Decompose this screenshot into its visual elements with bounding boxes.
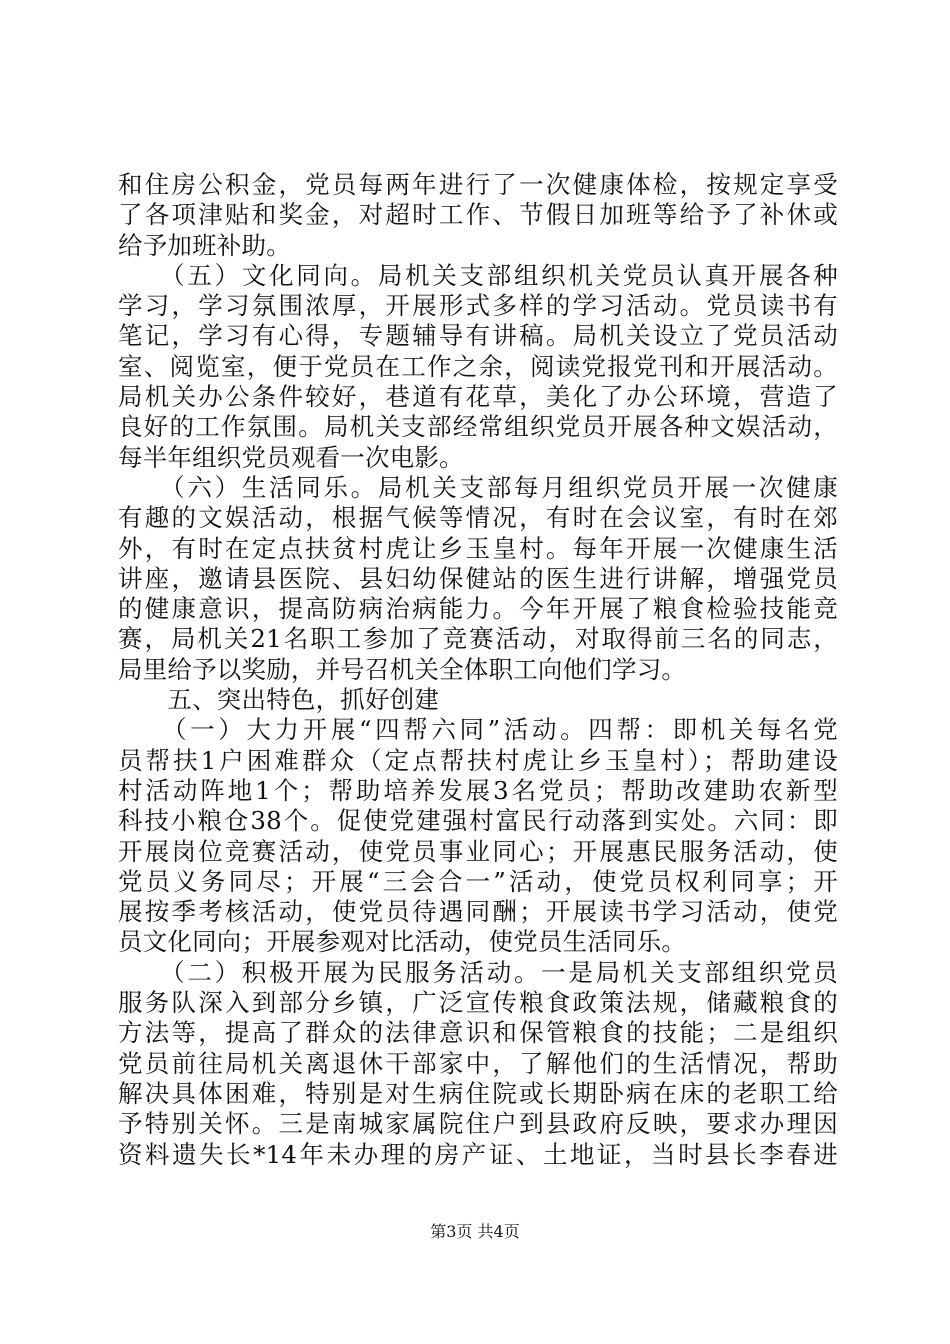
text-line: 每半年组织党员观看一次电影。 <box>118 442 464 472</box>
text-line: 赛，局机关21名职工参加了竞赛活动，对取得前三名的同志， <box>118 624 838 654</box>
text-line: （六）生活同乐。局机关支部每月组织党员开展一次健康 <box>118 472 838 502</box>
text-line: （二）积极开展为民服务活动。一是局机关支部组织党员 <box>118 957 838 987</box>
text-line: 开展岗位竞赛活动，使党员事业同心；开展惠民服务活动，使 <box>118 836 838 866</box>
text-line: 和住房公积金，党员每两年进行了一次健康体检，按规定享受 <box>118 170 838 199</box>
text-line: 学习，学习氛围浓厚，开展形式多样的学习活动。党员读书有 <box>118 291 838 321</box>
page-number-footer: 第3页 共4页 <box>430 1222 520 1241</box>
text-line: 员文化同向；开展参观对比活动，使党员生活同乐。 <box>118 927 687 957</box>
text-line: 讲座，邀请县医院、县妇幼保健站的医生进行讲解，增强党员 <box>118 563 838 593</box>
body-text <box>118 170 838 1170</box>
text-line: 良好的工作氛围。局机关支部经常组织党员开展各种文娱活动， <box>118 412 838 442</box>
text-line: 方法等，提高了群众的法律意识和保管粮食的技能；二是组织 <box>118 1018 838 1048</box>
text-line: 村活动阵地1个；帮助培养发展3名党员；帮助改建助农新型 <box>118 775 838 805</box>
text-line: 解决具体困难，特别是对生病住院或长期卧病在床的老职工给 <box>118 1078 838 1108</box>
text-line: 党员义务同尽；开展“三会合一”活动，使党员权利同享；开 <box>118 866 838 896</box>
text-line: 资料遗失长*14年未办理的房产证、土地证，当时县长李春进 <box>118 1139 838 1169</box>
text-line: 有趣的文娱活动，根据气候等情况，有时在会议室，有时在郊 <box>118 503 838 533</box>
text-line: 科技小粮仓38个。促使党建强村富民行动落到实处。六同：即 <box>118 806 838 836</box>
text-line: 外，有时在定点扶贫村虎让乡玉皇村。每年开展一次健康生活 <box>118 533 838 563</box>
section-heading: 五、突出特色，抓好创建 <box>118 685 440 715</box>
text-line: 的健康意识，提高防病治病能力。今年开展了粮食检验技能竞 <box>118 594 838 624</box>
text-line: 予特别关怀。三是南城家属院住户到县政府反映，要求办理因 <box>118 1109 838 1139</box>
text-line: 局里给予以奖励，并号召机关全体职工向他们学习。 <box>118 654 687 684</box>
text-line: 展按季考核活动，使党员待遇同酬；开展读书学习活动，使党 <box>118 897 838 927</box>
text-line: 员帮扶1户困难群众（定点帮扶村虎让乡玉皇村）；帮助建设 <box>118 745 838 775</box>
text-line: 服务队深入到部分乡镇，广泛宣传粮食政策法规，储藏粮食的 <box>118 988 838 1018</box>
text-line: 了各项津贴和奖金，对超时工作、节假日加班等给予了补休或 <box>118 200 838 230</box>
text-line: 党员前往局机关离退休干部家中，了解他们的生活情况，帮助 <box>118 1048 838 1078</box>
text-line: （一）大力开展“四帮六同”活动。四帮：即机关每名党 <box>118 715 838 745</box>
text-line: 给予加班补助。 <box>118 230 291 260</box>
text-line: 笔记，学习有心得，专题辅导有讲稿。局机关设立了党员活动 <box>118 321 838 351</box>
text-line: （五）文化同向。局机关支部组织机关党员认真开展各种 <box>118 260 838 290</box>
text-line: 室、阅览室，便于党员在工作之余，阅读党报党刊和开展活动。 <box>118 351 838 381</box>
text-line: 局机关办公条件较好，巷道有花草，美化了办公环境，营造了 <box>118 382 838 412</box>
